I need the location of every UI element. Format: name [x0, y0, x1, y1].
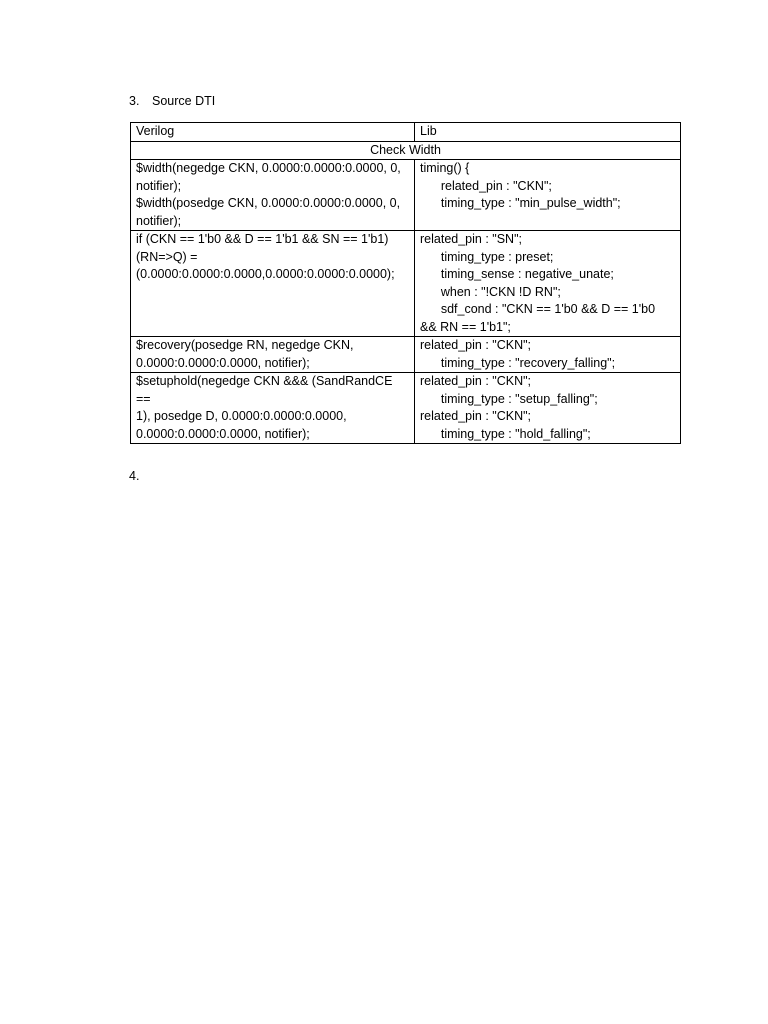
section-4-number: 4. [129, 469, 140, 483]
lib-cell: timing() { related_pin : "CKN"; timing_type : "min_pulse_width"; [415, 160, 681, 231]
verilog-cell: if (CKN == 1'b0 && D == 1'b1 && SN == 1'b1) (RN=>Q) = (0.0000:0.0000:0.0000,0.0000:0.0000:0.0000); [131, 231, 415, 337]
lib-cell: related_pin : "SN"; timing_type : preset; timing_sense : negative_unate; when : "!CKN !D RN"; sdf_cond : "CKN == 1'b0 && D == 1'b0 && RN == 1'b1"; [415, 231, 681, 337]
header-verilog: Verilog [131, 123, 415, 142]
section-check-width: Check Width [131, 141, 681, 160]
verilog-cell: $setuphold(negedge CKN &&& (SandRandCE == 1), posedge D, 0.0000:0.0000:0.0000, 0.0000:0.0000:0.0000, notifier); [131, 373, 415, 444]
verilog-cell: $width(negedge CKN, 0.0000:0.0000:0.0000, 0, notifier); $width(posedge CKN, 0.0000:0.0000:0.0000, 0, notifier); [131, 160, 415, 231]
table-section-row [131, 141, 681, 160]
table-row [131, 373, 681, 444]
verilog-cell: $recovery(posedge RN, negedge CKN, 0.0000:0.0000:0.0000, notifier); [131, 337, 415, 373]
section-3-heading [129, 93, 215, 109]
section-3-title: Source DTI [152, 94, 216, 108]
lib-cell: related_pin : "CKN"; timing_type : "recovery_falling"; [415, 337, 681, 373]
lib-cell: related_pin : "CKN"; timing_type : "setup_falling"; related_pin : "CKN"; timing_type : "hold_falling"; [415, 373, 681, 444]
table-header-row [131, 123, 681, 142]
table-row [131, 337, 681, 373]
section-3-number: 3. [129, 94, 140, 108]
table-row [131, 160, 681, 231]
table-row [131, 231, 681, 337]
source-dti-table [130, 122, 681, 444]
header-lib: Lib [415, 123, 681, 142]
